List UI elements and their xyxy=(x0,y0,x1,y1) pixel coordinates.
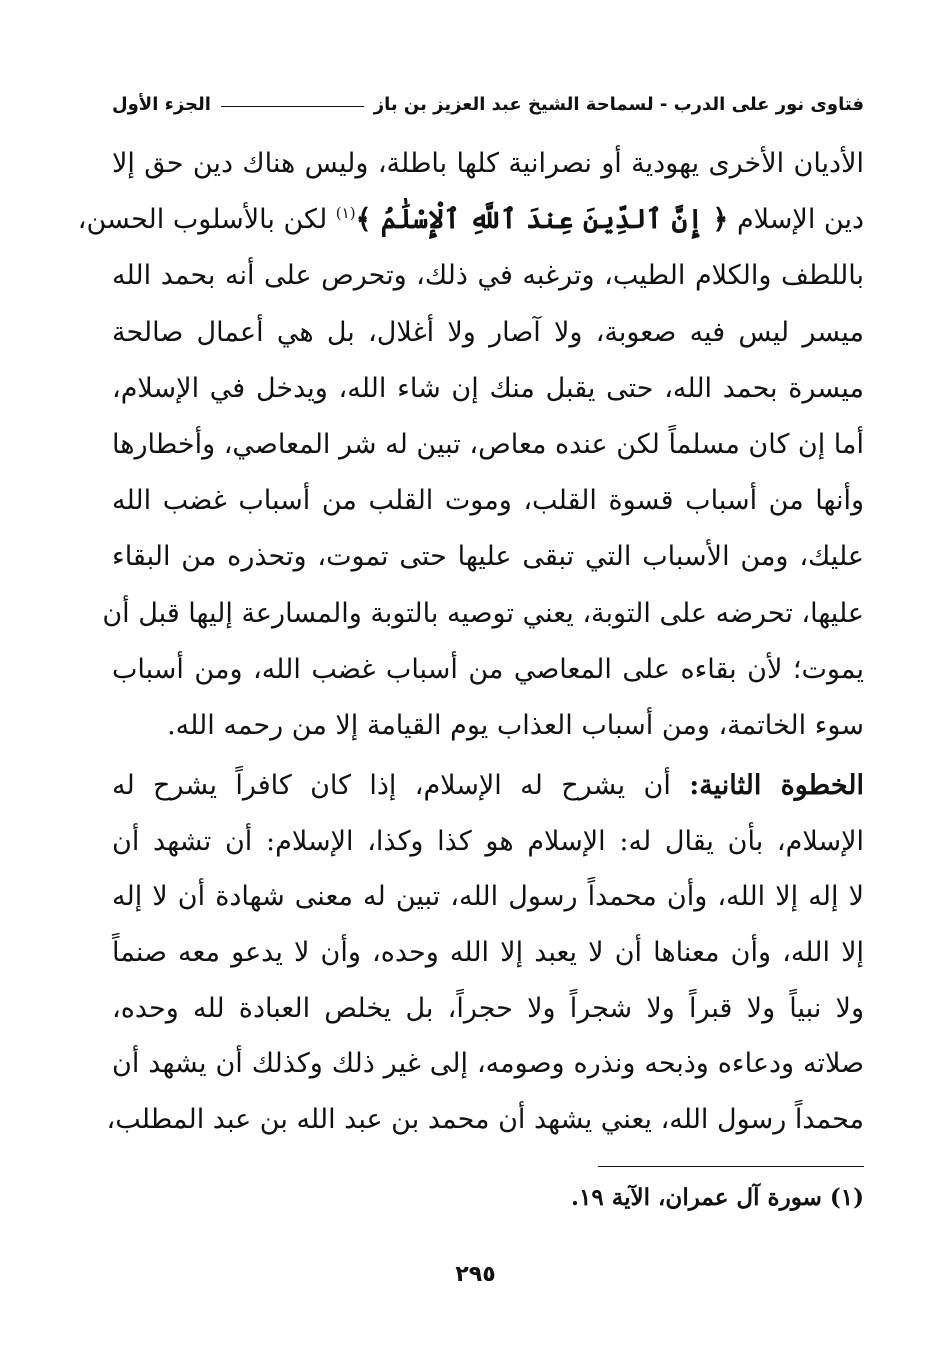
volume-label: الجزء الأول xyxy=(112,93,211,115)
text-line: إلا الله، وأن معناها أن لا يعبد إلا الله وحده، وأن لا يدعو معه صنماً xyxy=(112,937,864,969)
header-rule xyxy=(221,106,364,107)
text-line: صلاته ودعاءه وذبحه ونذره وصومه، إلى غير ذلك وكذلك أن يشهد أن xyxy=(112,1048,864,1080)
text-line: محمداً رسول الله، يعني يشهد أن محمد بن عبد الله بن عبد المطلب، xyxy=(106,1104,864,1136)
quran-verse: ﴿ إِنَّ ٱلدِّينَ عِندَ ٱللَّهِ ٱلْإِسْلَٰمُ ﴾ xyxy=(355,204,729,236)
footnote-divider xyxy=(598,1166,864,1167)
text-line: عليها، تحرضه على التوبة، يعني توصيه بالتوبة والمسارعة إليها قبل أن xyxy=(102,597,864,629)
text-line: سوء الخاتمة، ومن أسباب العذاب يوم القيامة إلا من رحمه الله. xyxy=(167,709,864,741)
text-line: الإسلام، بأن يقال له: الإسلام هو كذا وكذا، الإسلام: أن تشهد أن xyxy=(112,825,864,857)
paragraph-1 xyxy=(77,136,864,754)
text-line: أما إن كان مسلماً لكن عنده معاص، تبين له شر المعاصي، وأخطارها xyxy=(112,428,864,460)
footnote-reference: (١) xyxy=(335,204,356,223)
footnote: (١) سورة آل عمران، الآية ١٩. xyxy=(571,1184,864,1211)
text-line: وأنها من أسباب قسوة القلب، وموت القلب من أسباب غضب الله xyxy=(112,485,864,517)
text-line-with-verse xyxy=(77,192,864,248)
text-line-with-heading xyxy=(112,758,864,814)
text-line: ولا نبياً ولا قبراً ولا شجراً ولا حجراً، بل يخلص العبادة لله وحده، xyxy=(112,992,864,1024)
text-line: ميسر ليس فيه صعوبة، ولا آصار ولا أغلال، بل هي أعمال صالحة xyxy=(112,316,864,348)
text-segment: دين الإسلام xyxy=(736,204,864,236)
text-line: لا إله إلا الله، وأن محمداً رسول الله، تبين له معنى شهادة أن لا إله xyxy=(112,881,864,913)
page-header xyxy=(112,86,864,122)
text-line: عليك، ومن الأسباب التي تبقى عليها حتى تموت، وتحذره من البقاء xyxy=(112,541,864,573)
text-line: ميسرة بحمد الله، حتى يقبل منك إن شاء الله، ويدخل في الإسلام، xyxy=(112,372,864,404)
text-segment: أن يشرح له الإسلام، إذا كان كافراً يشرح له xyxy=(112,770,671,801)
step-heading: الخطوة الثانية: xyxy=(689,770,864,801)
text-line: الأديان الأخرى يهودية أو نصرانية كلها باطلة، وليس هناك دين حق إلا xyxy=(112,148,864,179)
book-title: فتاوى نور على الدرب - لسماحة الشيخ عبد العزيز بن باز xyxy=(373,93,864,115)
text-line: باللطف والكلام الطيب، وترغبه في ذلك، وتحرص على أنه بحمد الله xyxy=(112,260,864,292)
paragraph-2 xyxy=(106,758,864,1148)
page-number: ٢٩٥ xyxy=(455,1262,496,1287)
text-segment: لكن بالأسلوب الحسن، xyxy=(77,204,328,236)
text-line: يموت؛ لأن بقاءه على المعاصي من أسباب غضب الله، ومن أسباب xyxy=(112,653,864,685)
